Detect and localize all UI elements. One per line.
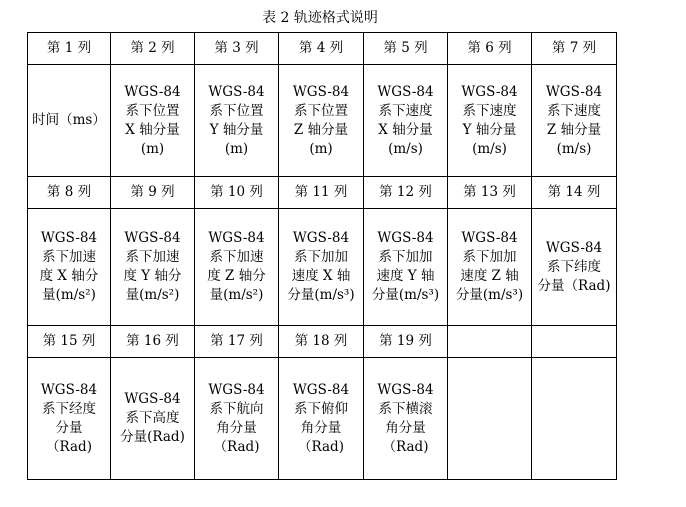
column-header: 第 12 列 xyxy=(364,177,448,209)
table-cell: WGS-84 系下速度 X 轴分量 (m/s) xyxy=(364,65,448,177)
column-header: 第 19 列 xyxy=(364,326,448,358)
table-cell: WGS-84 系下航向 角分量 （Rad) xyxy=(195,358,279,480)
column-header: 第 2 列 xyxy=(111,33,195,65)
header-row-3 xyxy=(28,326,617,358)
column-header: 第 17 列 xyxy=(195,326,279,358)
column-header: 第 13 列 xyxy=(448,177,532,209)
table-cell: WGS-84 系下速度 Y 轴分量 (m/s) xyxy=(448,65,532,177)
table-caption: 表 2 轨迹格式说明 xyxy=(262,10,378,26)
header-row-2 xyxy=(28,177,617,209)
column-header: 第 16 列 xyxy=(111,326,195,358)
table-cell: WGS-84 系下加速 度 Z 轴分 量(m/s²) xyxy=(195,209,279,326)
table-cell: WGS-84 系下俯仰 角分量 （Rad) xyxy=(279,358,364,480)
column-header: 第 18 列 xyxy=(279,326,364,358)
table-cell: WGS-84 系下高度 分量(Rad) xyxy=(111,358,195,480)
empty-cell xyxy=(532,326,617,358)
column-header: 第 6 列 xyxy=(448,33,532,65)
content-row-2 xyxy=(28,209,617,326)
table-cell: WGS-84 系下速度 Z 轴分量 (m/s) xyxy=(532,65,617,177)
table-cell: WGS-84 系下加加 速度 Z 轴 分量(m/s³) xyxy=(448,209,532,326)
table-cell: WGS-84 系下加加 速度 X 轴 分量(m/s³) xyxy=(279,209,364,326)
column-header: 第 15 列 xyxy=(28,326,111,358)
column-header: 第 5 列 xyxy=(364,33,448,65)
content-row-3 xyxy=(28,358,617,480)
column-header: 第 14 列 xyxy=(532,177,617,209)
table-cell: WGS-84 系下加加 速度 Y 轴 分量(m/s³) xyxy=(364,209,448,326)
table-cell: WGS-84 系下加速 度 Y 轴分 量(m/s²) xyxy=(111,209,195,326)
empty-cell xyxy=(448,358,532,480)
column-header: 第 11 列 xyxy=(279,177,364,209)
column-header: 第 4 列 xyxy=(279,33,364,65)
table-cell: WGS-84 系下位置 Y 轴分量 (m) xyxy=(195,65,279,177)
empty-cell xyxy=(532,358,617,480)
table-cell: WGS-84 系下加速 度 X 轴分 量(m/s²) xyxy=(28,209,111,326)
column-header: 第 9 列 xyxy=(111,177,195,209)
table-cell: 时间（ms） xyxy=(28,65,111,177)
header-row-1 xyxy=(28,33,617,65)
column-header: 第 3 列 xyxy=(195,33,279,65)
content-row-1 xyxy=(28,65,617,177)
table-cell: WGS-84 系下纬度 分量（Rad) xyxy=(532,209,617,326)
column-header: 第 1 列 xyxy=(28,33,111,65)
table-cell: WGS-84 系下位置 X 轴分量 (m) xyxy=(111,65,195,177)
table-cell: WGS-84 系下位置 Z 轴分量 (m) xyxy=(279,65,364,177)
column-header: 第 8 列 xyxy=(28,177,111,209)
track-format-table xyxy=(27,32,617,480)
table-cell: WGS-84 系下横滚 角分量 （Rad) xyxy=(364,358,448,480)
column-header: 第 10 列 xyxy=(195,177,279,209)
empty-cell xyxy=(448,326,532,358)
table-cell: WGS-84 系下经度 分量 （Rad) xyxy=(28,358,111,480)
column-header: 第 7 列 xyxy=(532,33,617,65)
